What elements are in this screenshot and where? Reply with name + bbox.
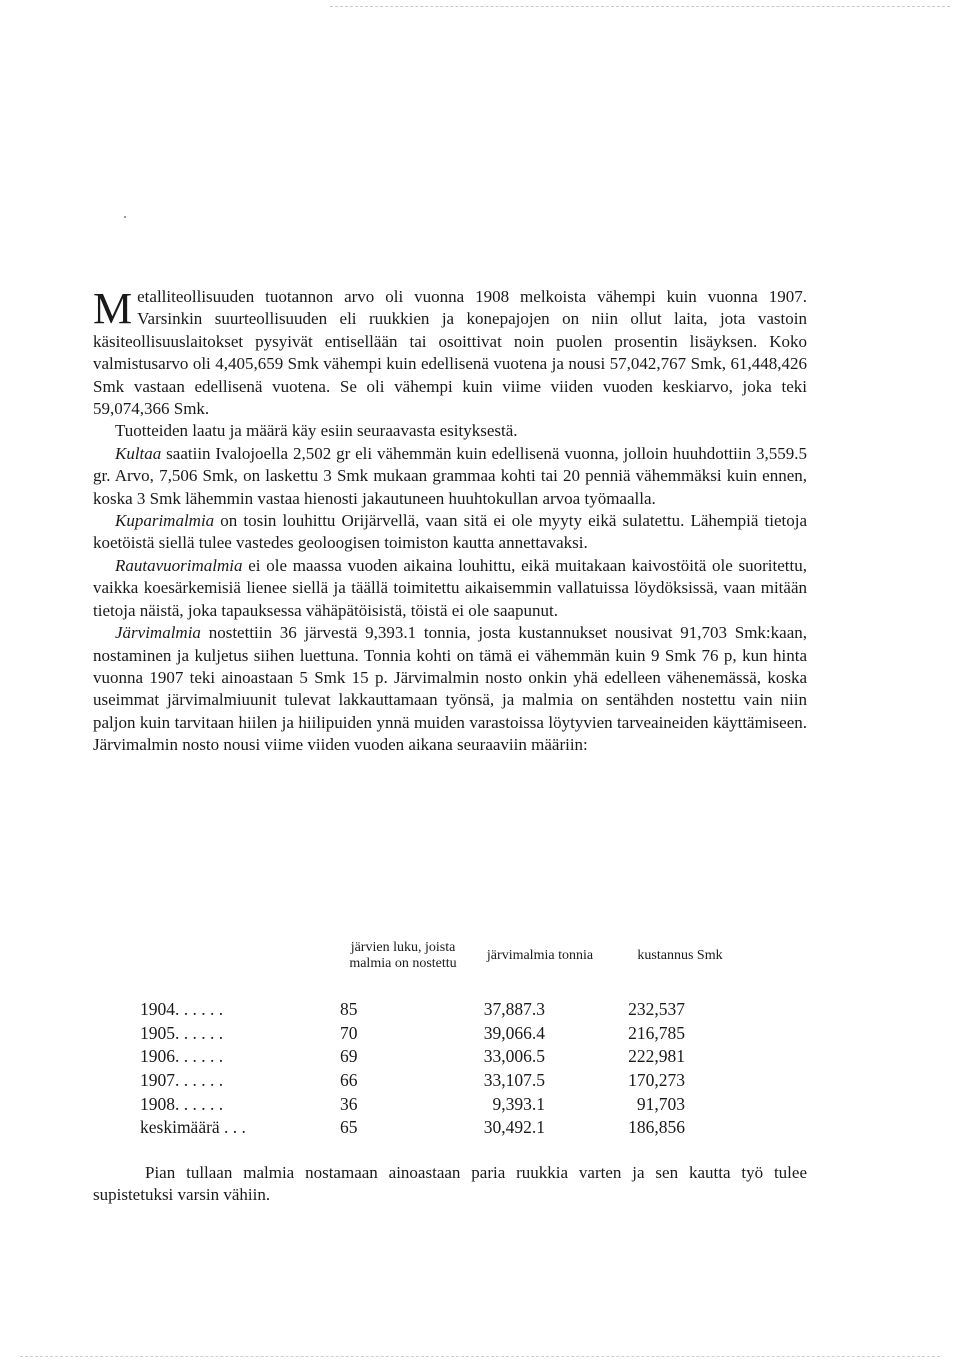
cell-year: 1906. . . . . . xyxy=(140,1046,224,1067)
cell-lakes: 66 xyxy=(340,1070,358,1091)
table-row xyxy=(140,1092,685,1116)
cell-ore: 9,393.1 xyxy=(492,1093,545,1114)
data-table xyxy=(140,998,685,1140)
cell-year: 1905. . . . . . xyxy=(140,1022,224,1043)
paragraph-intro: Metalliteollisuuden tuotannon arvo oli vuonna 1908 melkoista vähempi kuin vuonna 1907. Varsinkin suurteollisuuden eli ruukkien ja konepajojen on niin ollut laita, jota vastoin käsiteollisuuslaitokset pysyivät entisellään tai osoittivat noin puolen prosentin lisäyksen. Koko valmistusarvo oli 4,405,659 Smk vähempi kuin edellisenä vuotena ja nousi 57,042,767 Smk, 61,448,426 Smk vastaan edellisenä vuotena. Se oli vähempi kuin viime viiden vuoden keskiarvo, joka teki 59,074,366 Smk. xyxy=(93,284,807,419)
paragraph-copper: Kuparimalmia on tosin louhittu Orijärvellä, vaan sitä ei ole myyty eikä sulatettu. Lähempiä tietoja koetöistä siellä tulee vastedes geoloogisen toimiston kautta annettavaksi. xyxy=(93,511,807,553)
cell-ore: 39,066.4 xyxy=(483,1022,545,1043)
scan-speck xyxy=(124,216,126,218)
lead-term: Kultaa xyxy=(115,443,162,463)
cell-lakes: 36 xyxy=(340,1093,358,1114)
cell-lakes: 69 xyxy=(340,1046,358,1067)
cell-ore: 30,492.1 xyxy=(483,1117,545,1138)
header-ore: järvimalmia tonnia xyxy=(486,948,594,963)
cell-ore: 33,107.5 xyxy=(483,1070,545,1091)
cell-cost: 216,785 xyxy=(628,1022,685,1043)
cell-year: 1908. . . . . . xyxy=(140,1093,224,1114)
cell-year: 1904. . . . . . xyxy=(140,999,224,1020)
paragraph-gold: Kultaa saatiin Ivalojoella 2,502 gr eli vähemmän kuin edellisenä vuonna, jolloin huuhdottiin 3,559.5 gr. Arvo, 7,506 Smk, on laskettu 3 Smk mukaan grammaa kohti tai 20 penniä vähemmäksi kuin ennen, koska 3 Smk lähemmin vastaa hienosti jakautuneen huuhtokullan arvoa työmaalla. xyxy=(93,443,807,508)
lead-term: Kuparimalmia xyxy=(115,511,215,531)
paragraph-lake-ore: Järvimalmia nostettiin 36 järvestä 9,393.1 tonnia, josta kustannukset nousivat 91,703 Smk:kaan, nostaminen ja kuljetus siihen luettuna. Tonnia kohti on tämä ei vähemmän kuin 9 Smk 76 p, kun hinta vuonna 1907 teki ainoastaan 5 Smk 15 p. Järvimalmin nosto onkin yhä edelleen vähenemässä, koska useimmat järvimalmiuunit tulevat lakkauttamaan työnsä, ja malmia on sentähden nostettu vain niin paljon kuin tarvitaan hiilen ja hiilipuiden ynnä muiden varastoissa löytyvien tarveaineiden käyttämiseen. Järvimalmin nosto nousi viime viiden vuoden aikana seuraaviin määriin: xyxy=(93,623,807,755)
cell-cost: 186,856 xyxy=(628,1117,685,1138)
header-cost: kustannus Smk xyxy=(637,948,723,963)
cell-lakes: 65 xyxy=(340,1117,358,1138)
lake-ore-table xyxy=(140,940,780,1140)
closing-text xyxy=(93,1162,807,1207)
lead-term: Rautavuorimalmia xyxy=(115,555,243,575)
table-row xyxy=(140,1045,685,1069)
drop-cap: M xyxy=(93,284,133,333)
paragraph-closing: Pian tullaan malmia nostamaan ainoastaan paria ruukkia varten ja sen kautta työ tulee supistetuksi varsin vähiin. xyxy=(93,1163,807,1205)
cell-year: keskimäärä . . . xyxy=(140,1117,246,1138)
table-row xyxy=(140,1069,685,1093)
paragraph-products: Tuotteiden laatu ja määrä käy esiin seuraavasta esityksestä. xyxy=(115,421,518,441)
cell-year: 1907. . . . . . xyxy=(140,1070,224,1091)
table-row xyxy=(140,998,685,1022)
scan-edge-top xyxy=(330,6,950,7)
paragraph-iron: Rautavuorimalmia ei ole maassa vuoden aikaina louhittu, eikä muitakaan kaivostöitä ole suoritettu, vaikka koesärkemisiä lienee siellä ja täällä toimitettu aikaisemmin vallatuissa löydöksissä, vaan mitään tietoja näistä, joka tapauksessa vähäpätöisistä, töistä ei ole saapunut. xyxy=(93,555,807,620)
cell-ore: 37,887.3 xyxy=(483,999,545,1020)
lead-term: Järvimalmia xyxy=(115,623,201,643)
table-row xyxy=(140,1022,685,1046)
scan-edge-bottom xyxy=(20,1356,940,1357)
cell-lakes: 85 xyxy=(340,999,358,1020)
cell-cost: 170,273 xyxy=(628,1070,685,1091)
header-lakes: järvien luku, joista malmia on nostettu xyxy=(349,940,457,971)
cell-cost: 91,703 xyxy=(636,1093,685,1114)
cell-cost: 232,537 xyxy=(628,999,685,1020)
cell-lakes: 70 xyxy=(340,1022,358,1043)
body-text xyxy=(93,286,807,757)
cell-ore: 33,006.5 xyxy=(483,1046,545,1067)
table-header xyxy=(140,940,780,998)
cell-cost: 222,981 xyxy=(628,1046,685,1067)
table-row-average xyxy=(140,1116,685,1140)
